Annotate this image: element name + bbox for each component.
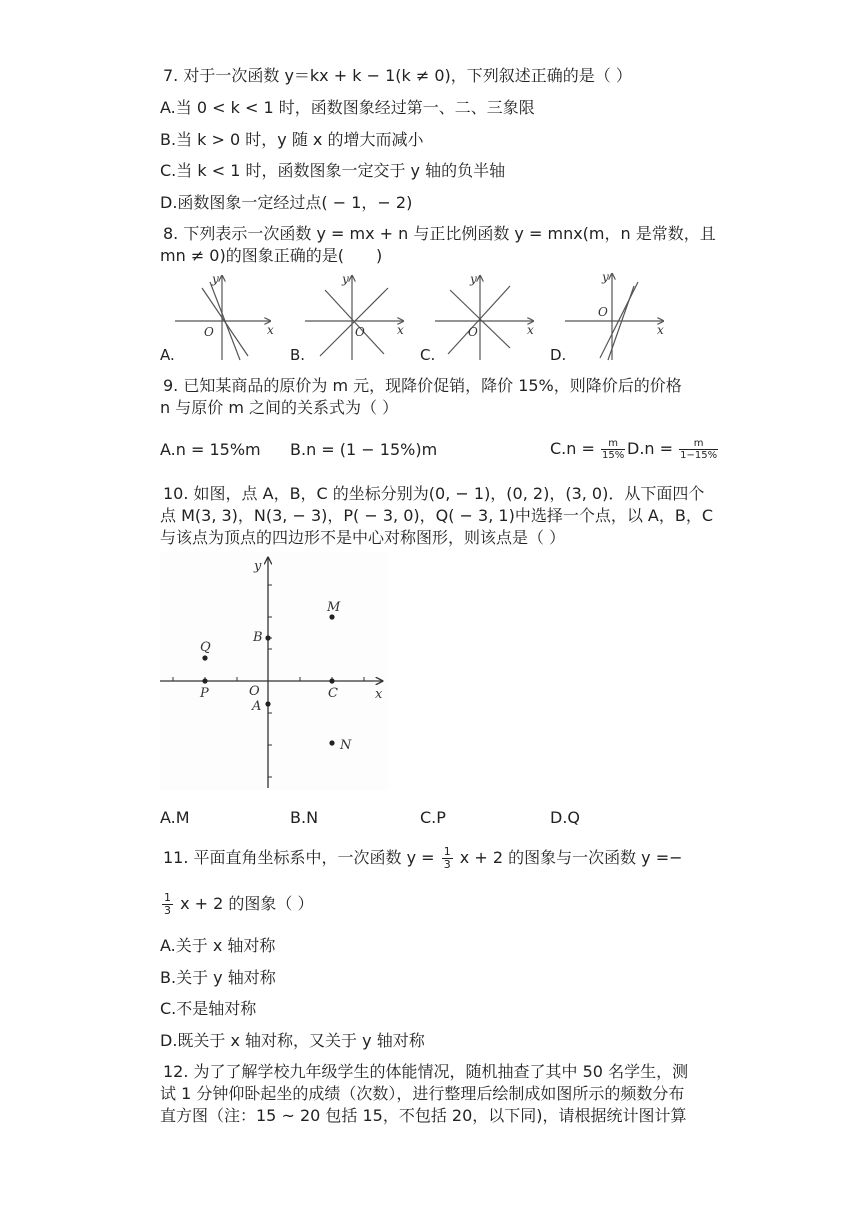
y-axis-label: y (254, 559, 262, 574)
q7-option-a[interactable]: A.当 0 < k < 1 时，函数图象经过第一、二、三象限 (160, 98, 535, 117)
q9-option-c-fraction (601, 438, 625, 461)
frac-numerator: m (601, 438, 625, 450)
x-axis-label: x (375, 687, 383, 702)
y-label: y (602, 270, 609, 284)
q8-graph-a[interactable] (170, 268, 285, 363)
q10-stem-line1: 10. 如图，点 A，B，C 的坐标分别为(0, − 1)，(0, 2)，(3, 0)．从下面四个 (163, 484, 705, 503)
q11-stem-part2: x + 2 的图象与一次函数 y =− (459, 848, 683, 867)
origin-label: O (355, 325, 365, 339)
q10-option-c[interactable]: C.P (420, 808, 446, 827)
q10-option-b[interactable]: B.N (290, 808, 319, 827)
q11-fraction-1 (442, 846, 453, 871)
q11-stem-part1: 11. 平面直角坐标系中，一次函数 y = (163, 848, 435, 867)
q11-stem-part3: x + 2 的图象（ ） (180, 894, 314, 913)
q8-graph-c[interactable] (430, 268, 545, 363)
label-c: C (328, 686, 338, 701)
point-p[interactable] (202, 678, 207, 683)
point-b[interactable] (265, 635, 270, 640)
frac-denominator: 1−15% (680, 450, 718, 461)
point-c[interactable] (329, 678, 334, 683)
frac-denominator: 3 (443, 858, 451, 871)
q10-option-d[interactable]: D.Q (550, 808, 580, 827)
q11-stem-line2 (160, 892, 314, 917)
y-label: y (212, 272, 219, 286)
line-2 (325, 290, 384, 354)
q12-line1: 12. 为了了解学校九年级学生的体能情况，随机抽查了其中 50 名学生，测 (163, 1062, 689, 1081)
q9-option-c-prefix: C.n = (550, 439, 595, 458)
q10-stem-line2: 点 M(3, 3)，N(3, − 3)，P( − 3, 0)，Q( − 3, 1)中选择一个点，以 A，B，C (160, 506, 713, 525)
q11-option-b[interactable]: B.关于 y 轴对称 (160, 968, 276, 987)
q8-option-a[interactable]: A. (160, 346, 175, 364)
q9-option-d-prefix: D.n = (627, 439, 674, 458)
x-label: x (657, 323, 664, 337)
q8-option-c[interactable]: C. (420, 346, 436, 364)
q9-option-d[interactable] (627, 438, 719, 461)
q12-line2: 试 1 分钟仰卧起坐的成绩（次数），进行整理后绘制成如图所示的频数分布 (160, 1084, 685, 1103)
figure-background (160, 552, 388, 790)
x-label: x (527, 323, 534, 337)
q8-stem-line1: 8. 下列表示一次函数 y = mx + n 与正比例函数 y = mnx(m，n 是常数，且 (163, 224, 716, 243)
label-m: M (327, 600, 341, 615)
q9-option-a[interactable]: A.n = 15%m (160, 440, 261, 459)
q9-stem-line2: n 与原价 m 之间的关系式为（ ） (160, 398, 399, 417)
q7-option-c[interactable]: C.当 k < 1 时，函数图象一定交于 y 轴的负半轴 (160, 161, 506, 180)
q10-option-a[interactable]: A.M (160, 808, 190, 827)
q11-stem-line1 (163, 846, 683, 871)
line-1 (600, 282, 638, 358)
q9-option-b[interactable]: B.n = (1 − 15%)m (290, 440, 438, 459)
y-label: y (470, 272, 477, 286)
q7-option-b[interactable]: B.当 k > 0 时，y 随 x 的增大而减小 (160, 130, 424, 149)
label-q: Q (200, 640, 211, 655)
x-label: x (397, 323, 404, 337)
q8-graph-d[interactable] (560, 268, 675, 363)
origin-label: O (204, 325, 214, 339)
q8-graph-b[interactable] (300, 268, 415, 363)
line-1 (448, 286, 510, 354)
q11-option-d[interactable]: D.既关于 x 轴对称，又关于 y 轴对称 (160, 1031, 425, 1050)
frac-denominator: 15% (601, 450, 625, 461)
q9-stem-line1: 9. 已知某商品的原价为 m 元，现降价促销，降价 15%，则降价后的价格 (163, 376, 682, 395)
origin-label: O (598, 305, 608, 319)
q10-stem-line3: 与该点为顶点的四边形不是中心对称图形，则该点是（ ） (160, 528, 566, 547)
q12-line3: 直方图（注：15 ~ 20 包括 15，不包括 20，以下同)，请根据统计图计算 (160, 1106, 687, 1125)
point-q[interactable] (202, 655, 207, 660)
frac-numerator: m (679, 438, 718, 450)
y-label: y (342, 272, 349, 286)
label-b: B (253, 630, 263, 645)
q10-coordinate-figure (160, 552, 390, 792)
q7-option-d[interactable]: D.函数图象一定经过点( − 1，− 2) (160, 193, 413, 212)
q7-stem: 7. 对于一次函数 y＝kx + k − 1(k ≠ 0)，下列叙述正确的是（ ） (163, 66, 632, 85)
point-a[interactable] (265, 701, 270, 706)
origin-label: O (249, 684, 260, 699)
frac-numerator: 1 (164, 891, 171, 904)
q8-option-d[interactable]: D. (550, 346, 567, 364)
q11-option-a[interactable]: A.关于 x 轴对称 (160, 936, 276, 955)
frac-numerator: 1 (443, 845, 451, 858)
label-a: A (252, 699, 262, 714)
q9-option-c[interactable] (550, 438, 626, 461)
origin-label: O (468, 325, 478, 339)
q8-option-b[interactable]: B. (290, 346, 306, 364)
q11-option-c[interactable]: C.不是轴对称 (160, 999, 257, 1018)
frac-denominator: 3 (164, 904, 171, 917)
q9-option-d-fraction (679, 438, 718, 461)
q11-fraction-2 (162, 892, 173, 917)
label-n: N (340, 738, 352, 753)
q8-stem-line2: mn ≠ 0)的图象正确的是( ) (160, 246, 383, 265)
label-p: P (200, 686, 209, 701)
point-n[interactable] (329, 740, 334, 745)
point-m[interactable] (329, 614, 334, 619)
x-label: x (267, 323, 274, 337)
